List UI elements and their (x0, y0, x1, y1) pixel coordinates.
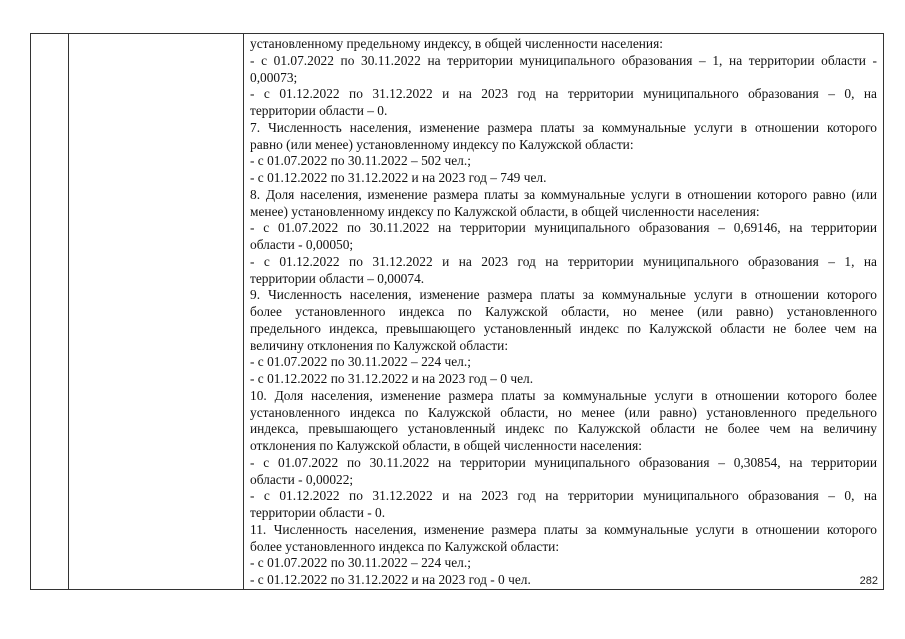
text-line: - с 01.12.2022 по 31.12.2022 и на 2023 год на территории муниципального образования – 0, на (250, 86, 877, 102)
text-line: - с 01.07.2022 по 30.11.2022 – 502 чел.; (250, 153, 471, 169)
table-cell-number-column (31, 34, 69, 590)
text-line: установленному предельному индексу, в общей численности населения: (250, 36, 663, 51)
text-line: - с 01.12.2022 по 31.12.2022 и на 2023 год – 749 чел. (250, 170, 547, 185)
text-line: 11. Численность населения, изменение размера платы за коммунальные услуги в отношении которого (250, 521, 877, 537)
document-table (30, 33, 884, 590)
text-line: величину отклонения по Калужской области: (250, 337, 509, 353)
text-line: 10. Доля населения, изменение размера платы за коммунальные услуги в отношении которого более (250, 387, 877, 403)
text-line: территории области - 0. (250, 505, 386, 520)
text-line: территории области – 0. (250, 103, 388, 118)
text-line: - с 01.12.2022 по 31.12.2022 и на 2023 год на территории муниципального образования – 0, на (250, 488, 877, 504)
text-line: - с 01.07.2022 по 30.11.2022 на территории муниципального образования – 1, на территории области - (250, 52, 877, 68)
table-cell-content (244, 34, 884, 590)
text-line: - с 01.07.2022 по 30.11.2022 на территории муниципального образования – 0,30854, на территории (250, 454, 877, 470)
text-line: 8. Доля населения, изменение размера платы за коммунальные услуги в отношении которого равно (или (250, 186, 877, 202)
text-line: отклонения по Калужской области, в общей численности населения: (250, 438, 642, 453)
text-line: области - 0,00022; (250, 471, 354, 487)
text-line: - с 01.12.2022 по 31.12.2022 и на 2023 год – 0 чел. (250, 371, 534, 386)
text-block (250, 36, 877, 589)
page-number: 282 (859, 575, 878, 587)
text-line: - с 01.07.2022 по 30.11.2022 – 224 чел.; (250, 354, 471, 370)
text-line: индекса, превышающего установленный индекс по Калужской области не более чем на величину (250, 421, 877, 437)
table-row (31, 34, 884, 590)
text-line: установленного индекса по Калужской области, но менее (или равно) установленного предельного (250, 404, 877, 420)
text-line: предельного индекса, превышающего установленный индекс по Калужской области не более чем на (250, 320, 877, 336)
text-line: - с 01.12.2022 по 31.12.2022 и на 2023 год - 0 чел. (250, 572, 531, 587)
text-line: 0,00073; (250, 69, 298, 85)
text-line: - с 01.07.2022 по 30.11.2022 – 224 чел.; (250, 555, 471, 571)
text-line: 9. Численность населения, изменение размера платы за коммунальные услуги в отношении которого (250, 287, 877, 303)
text-line: - с 01.12.2022 по 31.12.2022 и на 2023 год на территории муниципального образования – 1, на (250, 253, 877, 269)
text-line: более установленного индекса по Калужской области, но менее (или равно) установленного (250, 304, 877, 319)
text-line: 7. Численность населения, изменение размера платы за коммунальные услуги в отношении которого (250, 119, 877, 135)
text-line: более установленного индекса по Калужской области: (250, 538, 560, 554)
text-line: - с 01.07.2022 по 30.11.2022 на территории муниципального образования – 0,69146, на территории (250, 220, 877, 236)
text-line: равно (или менее) установленному индексу по Калужской области: (250, 136, 634, 152)
text-line: области - 0,00050; (250, 237, 354, 252)
text-line: территории области – 0,00074. (250, 270, 425, 286)
table-cell-name-column (69, 34, 244, 590)
text-line: менее) установленному индексу по Калужской области, в общей численности населения: (250, 203, 760, 219)
